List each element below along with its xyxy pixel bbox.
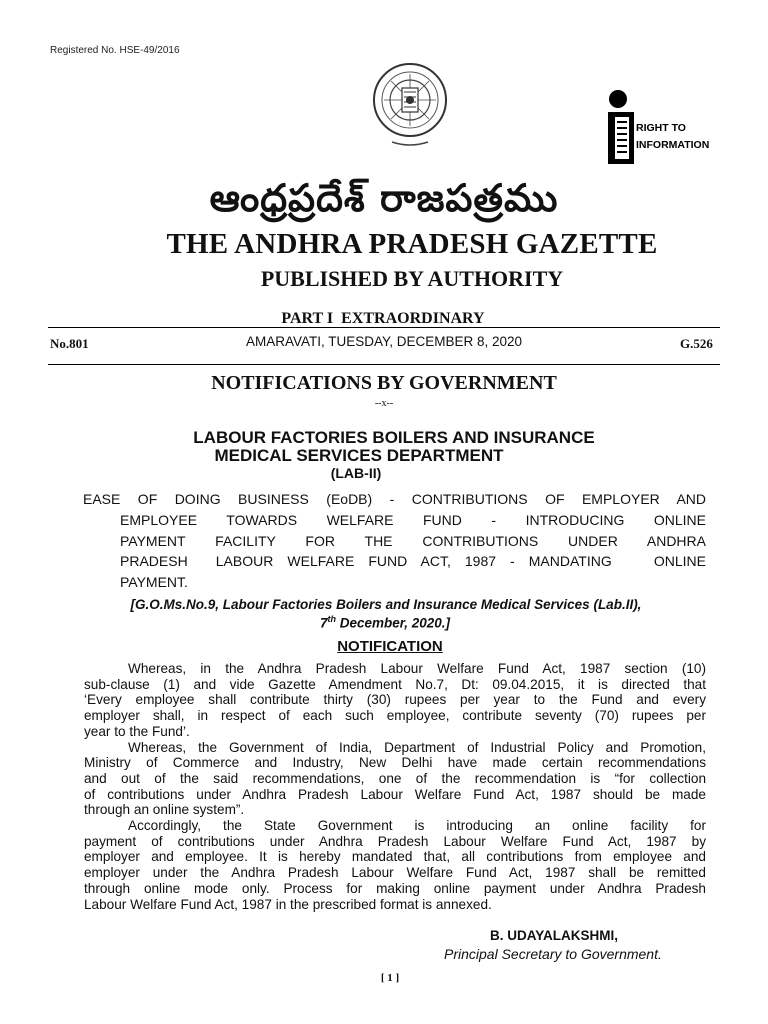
signatory-name: B. UDAYALAKSHMI, — [490, 928, 619, 943]
top-rule — [48, 327, 720, 328]
g-number: G.526 — [680, 336, 713, 351]
page-number: [ 1 ] — [380, 972, 400, 984]
body-line: year to the Fund’. — [84, 723, 190, 739]
body-line: employer and employee. It is hereby mandated that, all contributions from employee and — [84, 849, 706, 865]
section-title: NOTIFICATIONS BY GOVERNMENT — [211, 372, 557, 394]
rti-line-1: RIGHT TO — [636, 122, 686, 134]
gazette-part: PART I EXTRAORDINARY — [281, 310, 485, 327]
issue-number: No.801 — [50, 336, 89, 351]
section-separator: --x-- — [374, 398, 394, 409]
subject-line: PAYMENT FACILITY FOR THE CONTRIBUTIONS UNDER ANDHRA — [120, 532, 706, 549]
subject-line: EMPLOYEE TOWARDS WELFARE FUND - INTRODUCING ONLINE — [120, 511, 706, 528]
notification-heading: NOTIFICATION — [337, 638, 443, 655]
go-reference-line-2 — [0, 614, 768, 631]
gazette-subtitle: PUBLISHED BY AUTHORITY — [260, 266, 564, 291]
body-line: Whereas, in the Andhra Pradesh Labour Welfare Fund Act, 1987 section (10) — [128, 661, 706, 676]
body-line: Labour Welfare Fund Act, 1987 in the prescribed format is annexed. — [84, 896, 492, 912]
subject-line: EASE OF DOING BUSINESS (EoDB) - CONTRIBUTIONS OF EMPLOYER AND — [83, 491, 706, 507]
body-line: ‘Every employee shall contribute thirty (30) rupees per year to the Fund and every — [84, 692, 706, 708]
state-emblem-icon — [370, 62, 450, 148]
body-line: of contributions under Andhra Pradesh Labour Welfare Fund Act, 1987 should be made — [84, 786, 706, 802]
issue-dateline: AMARAVATI, TUESDAY, DECEMBER 8, 2020 — [245, 334, 523, 349]
bottom-rule — [48, 364, 720, 365]
go-reference-day: 7 — [319, 615, 328, 631]
notification-body — [84, 661, 706, 912]
right-to-information-logo — [598, 90, 728, 170]
signatory-designation: Principal Secretary to Government. — [444, 946, 662, 962]
go-reference-day-suffix: th — [327, 614, 336, 624]
department-wing: (LAB-II) — [330, 465, 382, 481]
body-line: and out of the said recommendations, one of the recommendation is “for collection — [84, 770, 706, 786]
gazette-title: THE ANDHRA PRADESH GAZETTE — [166, 228, 658, 260]
department-line-1: LABOUR FACTORIES BOILERS AND INSURANCE — [193, 428, 595, 447]
department-line-2: MEDICAL SERVICES DEPARTMENT — [214, 446, 504, 465]
body-line: employer under the Andhra Pradesh Labour Welfare Fund Act, 1987 shall be remitted — [84, 865, 706, 881]
subject-line: PAYMENT. — [120, 574, 188, 591]
go-reference-date: December, 2020.] — [335, 615, 451, 631]
body-line: payment of contributions under Andhra Pradesh Labour Welfare Fund Act, 1987 by — [84, 833, 706, 849]
body-line: Accordingly, the State Government is introducing an online facility for — [128, 818, 706, 834]
body-line: Ministry of Commerce and Industry, New Delhi have made certain recommendations — [84, 755, 706, 771]
rti-figure-icon — [598, 90, 634, 170]
body-line: employer shall, in respect of each such employee, contribute seventy (70) rupees per — [84, 708, 706, 724]
registered-number: Registered No. HSE-49/2016 — [50, 45, 180, 56]
body-line: Whereas, the Government of India, Department of Industrial Policy and Promotion, — [128, 739, 706, 755]
subject-block — [83, 489, 706, 593]
rti-line-2: INFORMATION — [636, 139, 710, 151]
body-line: through an online system”. — [84, 802, 245, 818]
body-line: through online mode only. Process for making online payment under Andhra Pradesh — [84, 880, 706, 896]
telugu-masthead: ఆంధ్రప్రదేశ్ రాజపత్రము — [209, 176, 559, 220]
subject-line: PRADESH LABOUR WELFARE FUND ACT, 1987 - MANDATING ONLINE — [120, 553, 706, 570]
go-reference-line-1: [G.O.Ms.No.9, Labour Factories Boilers and Insurance Medical Services (Lab.II), — [130, 597, 642, 612]
body-line: sub-clause (1) and vide Gazette Amendment No.7, Dt: 09.04.2015, it is directed that — [84, 676, 706, 692]
